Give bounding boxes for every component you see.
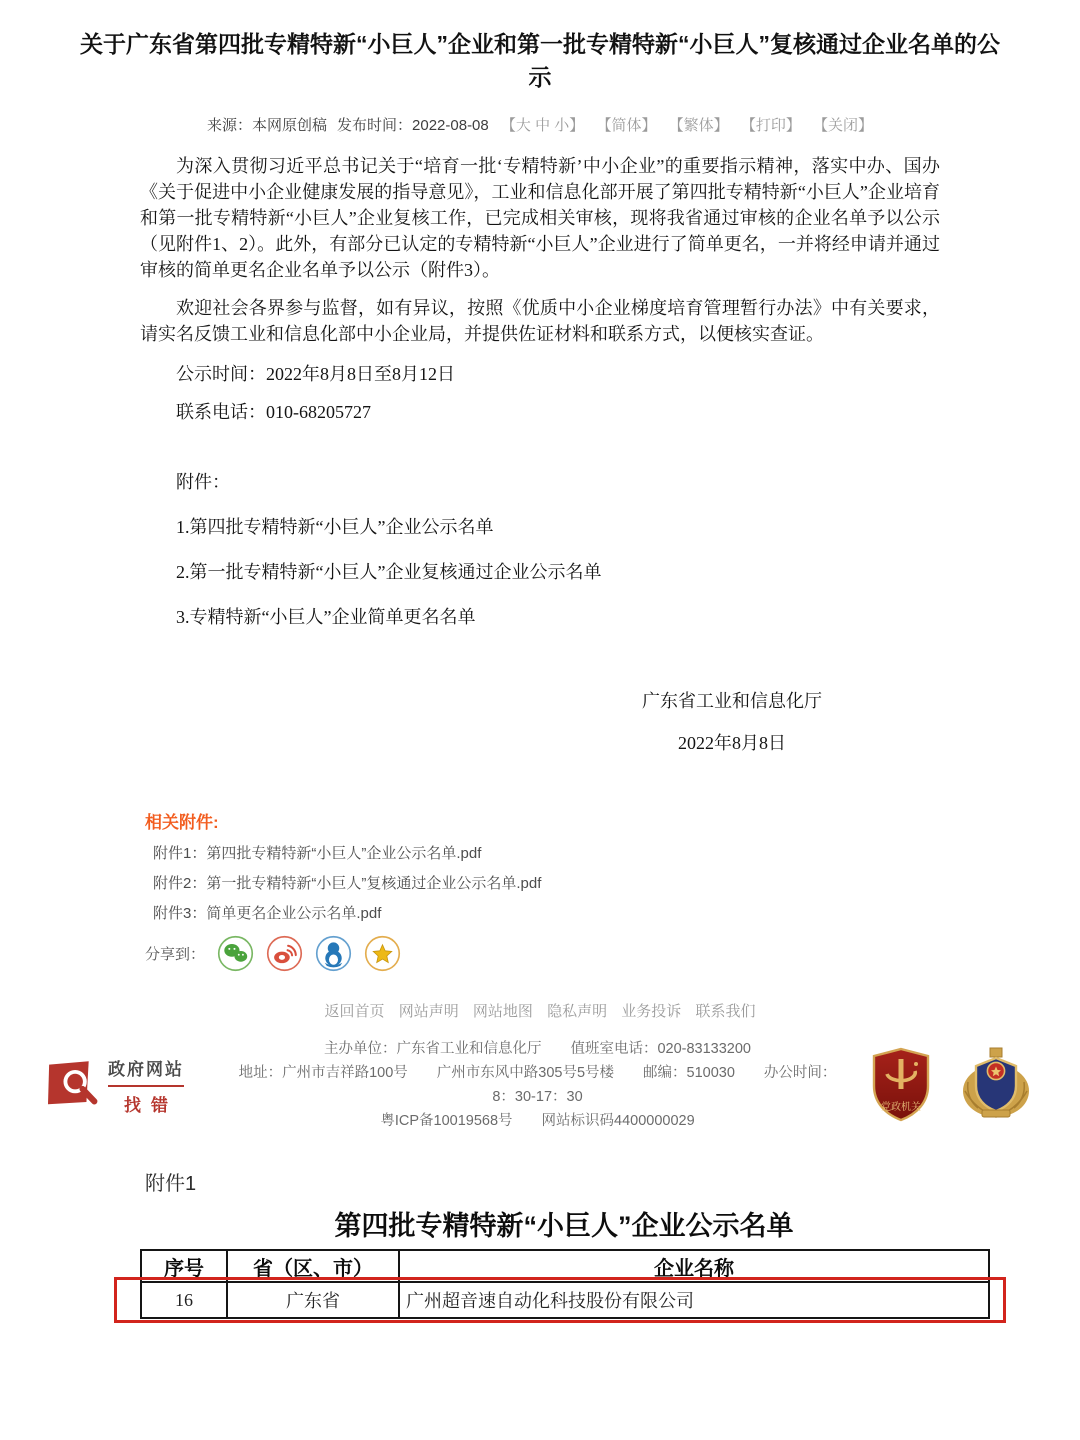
meta-time-label: 发布时间：: [337, 117, 413, 134]
cell-seq: 16: [141, 1282, 227, 1318]
col-header-seq: 序号: [141, 1250, 227, 1282]
related-attachments: [145, 808, 1080, 972]
notice-time-line: 公示时间：2022年8月8日至8月12日: [176, 364, 455, 384]
err-badge-title: 政府网站: [108, 1055, 184, 1087]
table-row: [141, 1282, 989, 1318]
related-file-1-label: 附件1：: [153, 845, 207, 862]
contact-phone-line: 联系电话：010-68205727: [176, 402, 371, 422]
footer-info-line-2: 地址：广州市吉祥路100号 广州市东风中路305号5号楼 邮编：510030 办公时间：8：30-17：30: [238, 1065, 837, 1105]
attachment-item-2: 2.第一批专精特新“小巨人”企业复核通过企业公示名单: [176, 562, 602, 582]
footer-nav: [0, 1000, 1080, 1021]
related-file-3-label: 附件3：: [153, 905, 207, 922]
paragraph-2: 欢迎社会各界参与监督，如有异议，按照《优质中小企业梯度培育管理暂行办法》中有关要求，请实名反馈工业和信息化部中小企业局，并提供佐证材料和联系方式，以便核实查证。: [140, 298, 940, 344]
party-government-badge[interactable]: [870, 1047, 932, 1123]
police-badge[interactable]: [960, 1046, 1032, 1124]
doc-label: 附件1: [145, 1173, 197, 1195]
attachment-item-3: 3.专精特新“小巨人”企业简单更名名单: [176, 607, 476, 627]
related-file-2-label: 附件2：: [153, 875, 207, 892]
footer-link-home[interactable]: 返回首页: [324, 1003, 385, 1020]
footer-info-line-1: 主办单位：广东省工业和信息化厅 值班室电话：020-83133200: [323, 1041, 752, 1057]
traditional-chinese-button[interactable]: 【繁体】: [668, 117, 729, 134]
share-row: [145, 935, 1080, 972]
footer-info: [233, 1037, 842, 1133]
col-header-province: 省（区、市）: [227, 1250, 399, 1282]
footer-link-complaint[interactable]: 业务投诉: [621, 1003, 682, 1020]
weibo-icon[interactable]: [266, 935, 303, 972]
site-error-report-badge[interactable]: [48, 1055, 233, 1116]
company-table: [140, 1249, 990, 1319]
attachment-list-label: 附件：: [176, 472, 230, 492]
doc-table-title: 第四批专精特新“小巨人”企业公示名单: [334, 1211, 794, 1241]
magnifier-flag-icon: [48, 1060, 100, 1110]
footer-info-line-3: 粤ICP备10019568号 网站标识码4400000029: [380, 1113, 695, 1129]
meta-source-label: 来源：: [206, 117, 252, 134]
table-header-row: [141, 1250, 989, 1282]
share-label: 分享到：: [145, 946, 206, 963]
font-size-control[interactable]: 【大 中 小】: [500, 117, 585, 134]
related-file-3[interactable]: [145, 905, 1080, 923]
footer-link-site-statement[interactable]: 网站声明: [398, 1003, 459, 1020]
related-file-2-name[interactable]: 第一批专精特新“小巨人”复核通过企业公示名单.pdf: [206, 875, 542, 892]
signature-block: [642, 688, 822, 756]
related-file-3-name[interactable]: 简单更名企业公示名单.pdf: [206, 905, 382, 922]
footer-badges: [842, 1046, 1032, 1124]
footer-link-privacy[interactable]: 隐私声明: [547, 1003, 608, 1020]
paragraph-1: 为深入贯彻习近平总书记关于“培育一批‘专精特新’中小企业”的重要指示精神，落实中办、国办《关于促进中小企业健康发展的指导意见》，工业和信息化部开展了第四批专精特新“小巨人”企业培育和第一批专精特新“小巨人”企业复核工作，已完成相关审核，现将我省通过审核的企业名单予以公示（见附件1、2）。此外，有部分已认定的专精特新“小巨人”企业进行了简单更名，一并将经申请并通过审核的简单更名企业名单予以公示（附件3）。: [140, 156, 940, 280]
err-badge-action: 找错: [124, 1095, 178, 1115]
party-badge-label: 党政机关: [881, 1102, 921, 1113]
print-button[interactable]: 【打印】: [740, 117, 801, 134]
qq-icon[interactable]: [315, 935, 352, 972]
footer-link-contact[interactable]: 联系我们: [695, 1003, 756, 1020]
attachment-item-1: 1.第四批专精特新“小巨人”企业公示名单: [176, 517, 494, 537]
footer-link-sitemap[interactable]: 网站地图: [472, 1003, 533, 1020]
page-title: 关于广东省第四批专精特新“小巨人”企业和第一批专精特新“小巨人”复核通过企业名单的公示: [80, 31, 1000, 90]
attachment-document: [0, 1167, 1080, 1319]
meta-source-value: 本网原创稿: [251, 117, 327, 134]
article-meta: [0, 114, 1080, 135]
simplified-chinese-button[interactable]: 【简体】: [596, 117, 657, 134]
related-file-2[interactable]: [145, 875, 1080, 893]
doc-table-wrap: [140, 1249, 988, 1319]
related-file-1-name[interactable]: 第四批专精特新“小巨人”企业公示名单.pdf: [206, 845, 482, 862]
sign-date: 2022年8月8日: [678, 733, 786, 753]
close-button[interactable]: 【关闭】: [813, 117, 874, 134]
err-badge-texts: [108, 1055, 184, 1116]
cell-company: 广州超音速自动化科技股份有限公司: [399, 1282, 989, 1318]
cell-province: 广东省: [227, 1282, 399, 1318]
col-header-company: 企业名称: [399, 1250, 989, 1282]
related-attachments-heading: 相关附件:: [145, 813, 219, 832]
related-file-1[interactable]: [145, 845, 1080, 863]
footer-main: [0, 1037, 1080, 1133]
qzone-icon[interactable]: [364, 935, 401, 972]
signer-name: 广东省工业和信息化厅: [642, 691, 822, 711]
article-body: [140, 153, 940, 756]
wechat-icon[interactable]: [217, 935, 254, 972]
meta-time-value: 2022-08-08: [412, 117, 489, 134]
